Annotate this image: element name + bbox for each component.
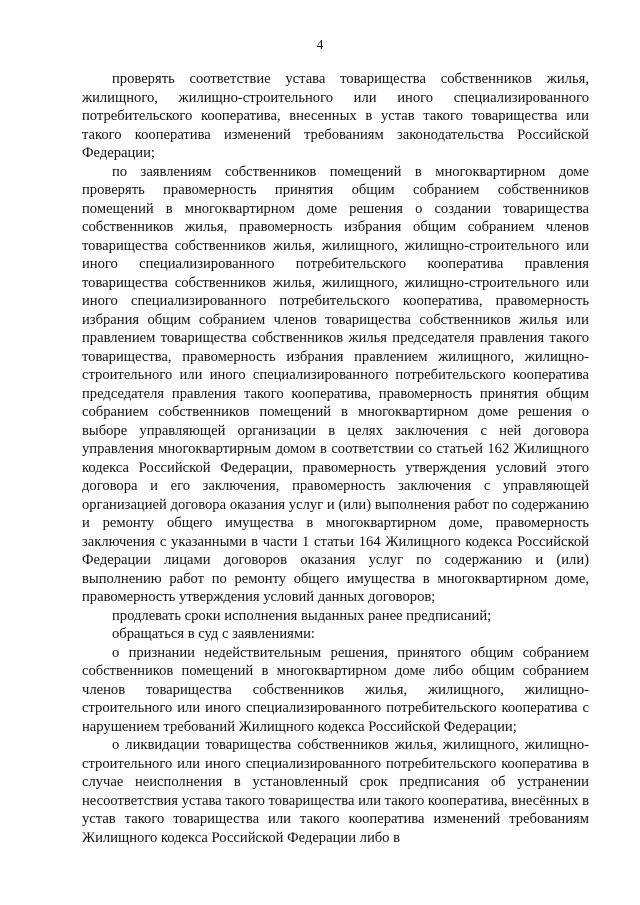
paragraph-check-charter: проверять соответствие устава товарищества собственников жилья, жилищного, жилищно-строительного или иного специализированного потребительского кооператива, внесенных в устав такого товарищества или такого кооператива изменений требованиям законодательства Российской Федерации; bbox=[82, 71, 589, 161]
paragraph-liquidation: о ликвидации товарищества собственников жилья, жилищного, жилищно-строительного или иного специализированного потребительского кооператива в случае неисполнения в установленный срок предписания об устранении несоответствия устава такого товарищества или такого кооператива, внесённых в устав такого товарищества или такого кооператива изменений требованиям Жилищного кодекса Российской Федерации либо в bbox=[82, 737, 589, 846]
paragraph-invalidate-decision: о признании недействительным решения, принятого общим собранием собственников помещений в многоквартирном доме либо общим собранием членов товарищества собственников жилья, жилищного, жилищно-строительного или иного специализированного потребительского кооператива с нарушением требований Жилищного кодекса Российской Федерации; bbox=[82, 644, 589, 735]
page-number: 4 bbox=[316, 37, 324, 52]
paragraph-court-applications: обращаться в суд с заявлениями: bbox=[112, 626, 315, 642]
document-body bbox=[82, 70, 589, 847]
paragraph-check-legality: по заявлениям собственников помещений в многоквартирном доме проверять правомерность принятия общим собранием собственников помещений в многоквартирном доме решения о создании товарищества собственников жилья, правомерность избрания общим собранием членов товарищества собственников жилья, жилищного, жилищно-строительного или иного специализированного потребительского кооператива правления товарищества собственников жилья, жилищного, жилищно-строительного или иного специализированного потребительского кооператива, правомерность избрания общим собранием членов товарищества собственников жилья или правлением товарищества собственников жилья председателя правления такого товарищества, правомерность избрания правлением жилищного, жилищно-строительного или иного специализированного потребительского кооператива председателя правления такого кооператива, правомерность принятия общим собранием собственников помещений в многоквартирном доме решения о выборе управляющей организации в целях заключения с ней договора управления многоквартирным домом в соответствии со статьей 162 Жилищного кодекса Российской Федерации, правомерность утверждения условий этого договора и его заключения, правомерность заключения с управляющей организацией договора оказания услуг и (или) выполнения работ по содержанию и ремонту общего имущества в многоквартирном доме, правомерность заключения с указанными в части 1 статьи 164 Жилищного кодекса Российской Федерации лицами договоров оказания услуг по содержанию и (или) выполнению работ по ремонту общего имущества в многоквартирном доме, правомерность утверждения условий данных договоров; bbox=[82, 163, 589, 605]
paragraph-extend-deadlines: продлевать сроки исполнения выданных ранее предписаний; bbox=[112, 607, 492, 624]
